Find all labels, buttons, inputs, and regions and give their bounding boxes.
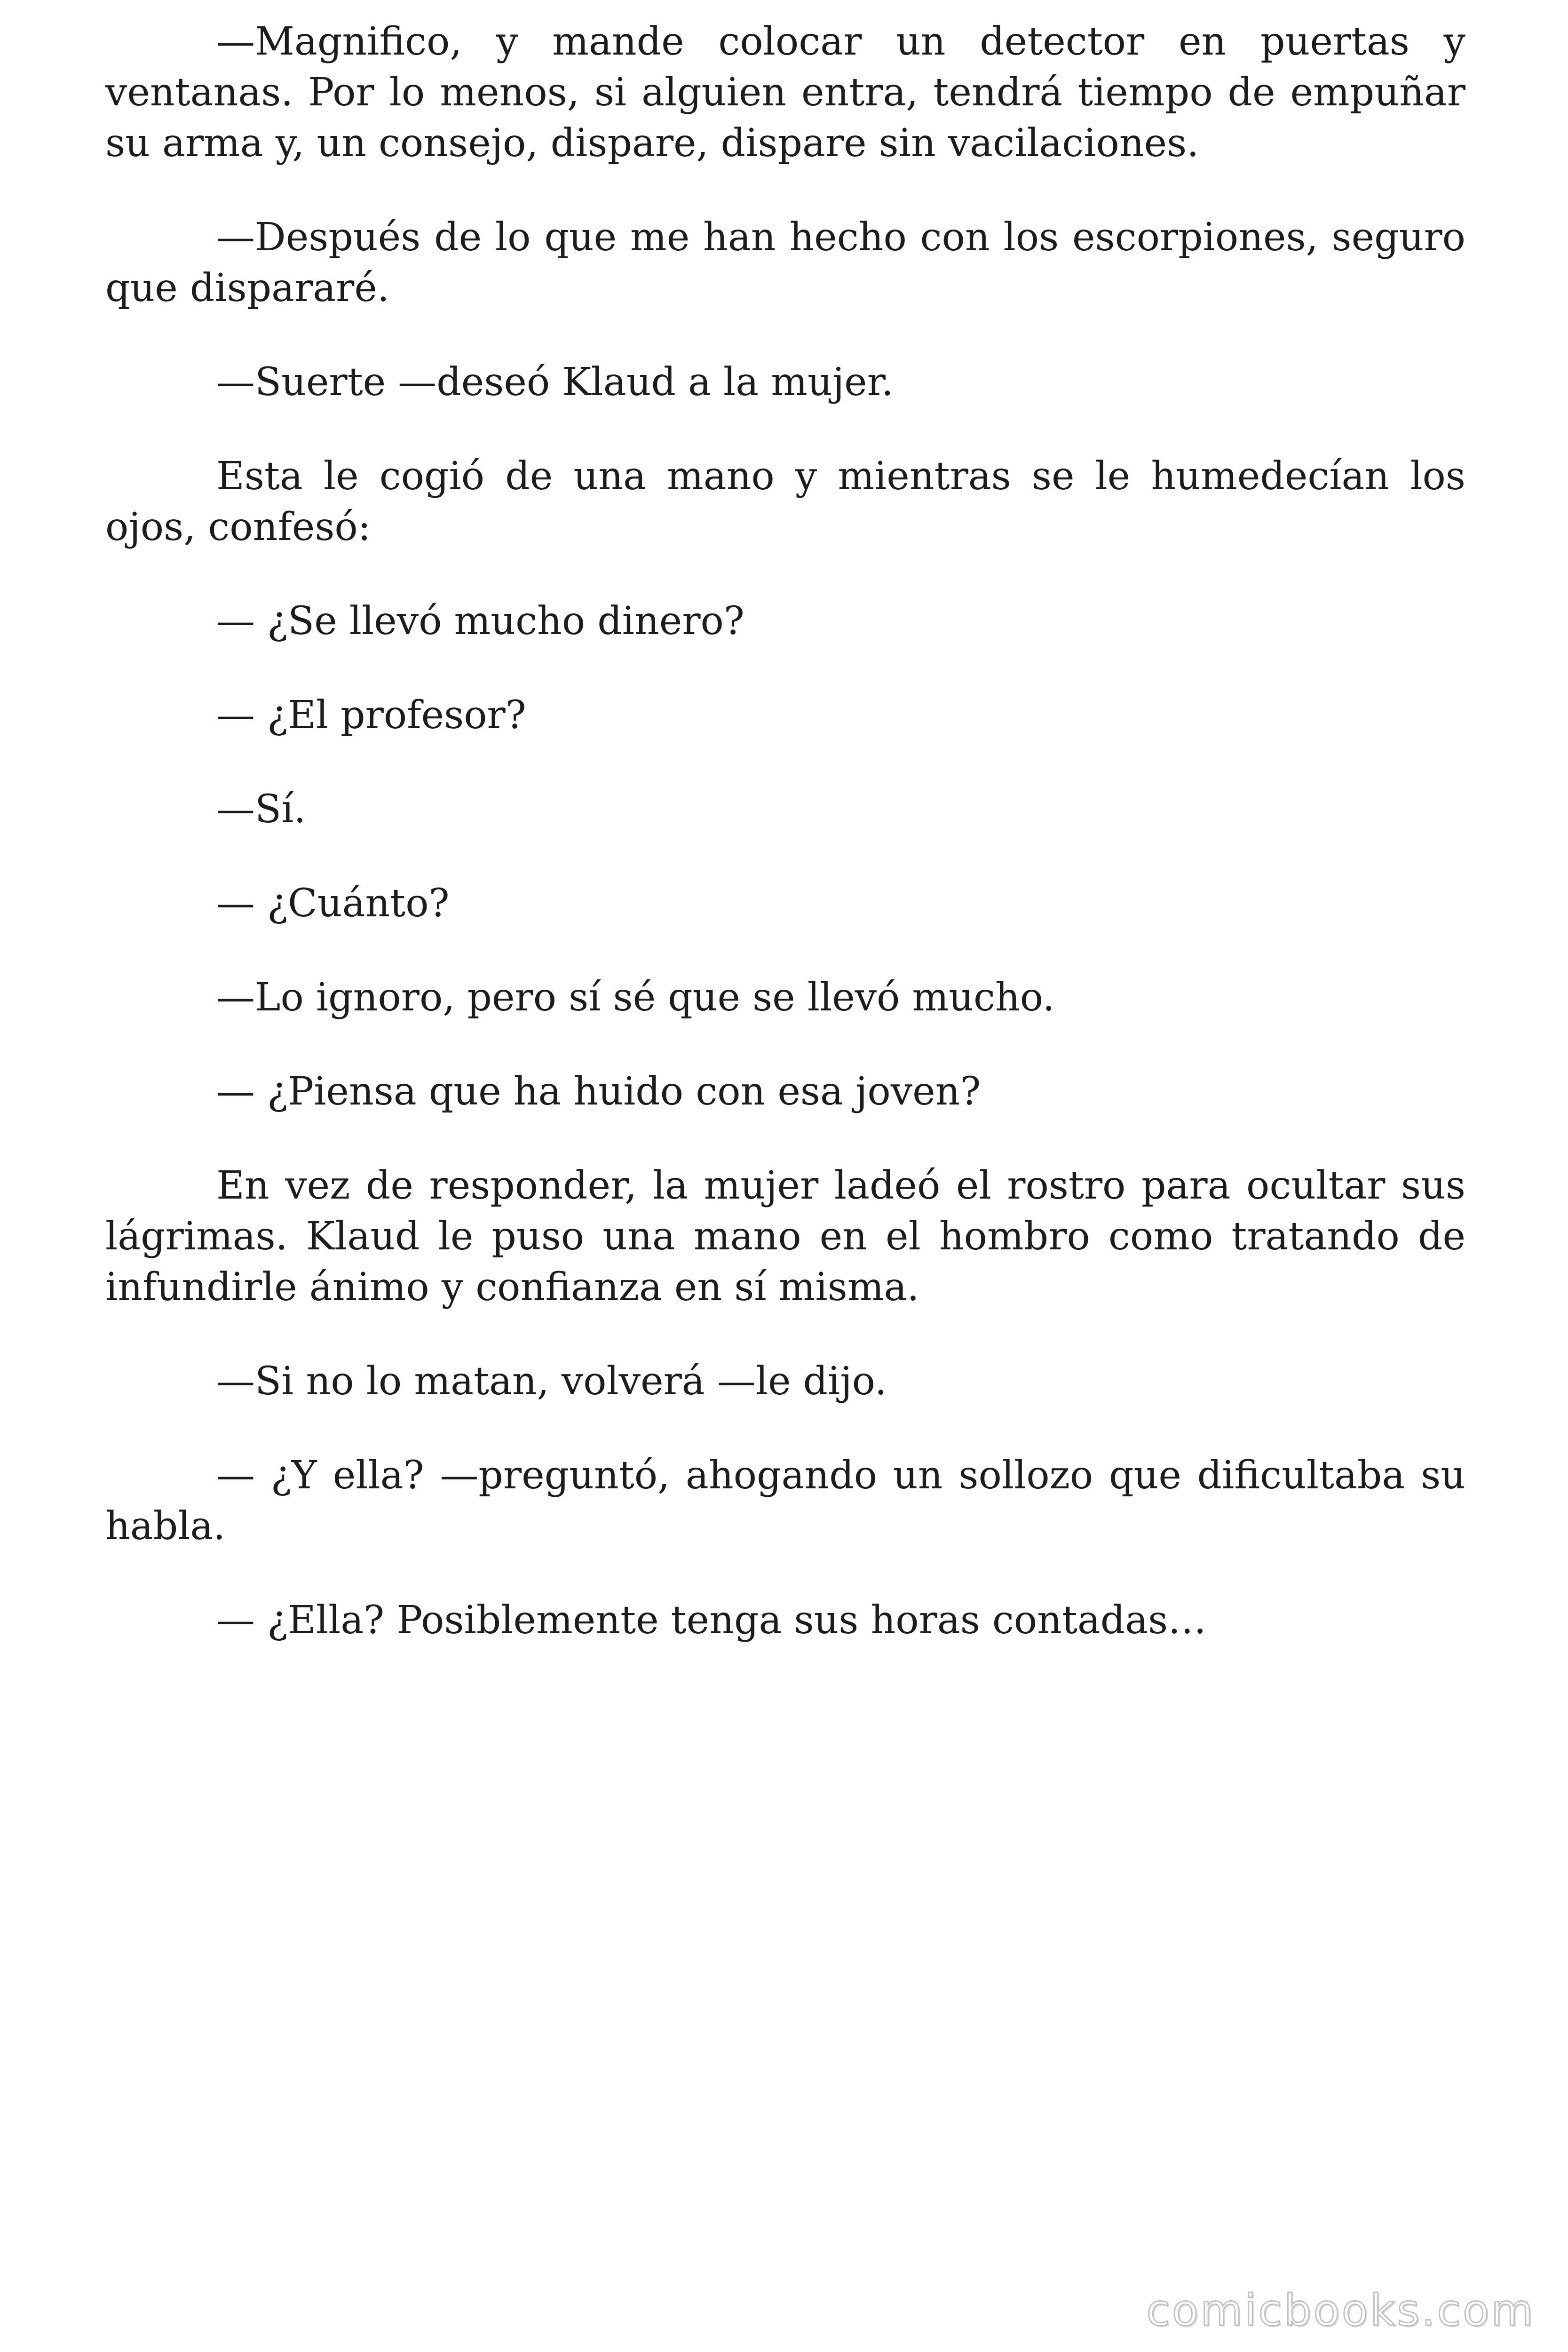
page-text — [105, 16, 1465, 1689]
paragraph: —Si no lo matan, volverá —le dijo. — [216, 1359, 887, 1404]
paragraph: — ¿Y ella? —preguntó, ahogando un sollozo que dificultaba su habla. — [105, 1453, 1465, 1549]
paragraph: —Sí. — [216, 787, 306, 832]
paragraph: En vez de responder, la mujer ladeó el rostro para ocultar sus lágrimas. Klaud le puso una mano en el hombro como tratando de infundirle ánimo y confianza en sí misma. — [105, 1163, 1465, 1310]
paragraph: — ¿Ella? Posiblemente tenga sus horas contadas… — [216, 1598, 1207, 1643]
paragraph: —Magnifico, y mande colocar un detector en puertas y ventanas. Por lo menos, si alguien entra, tendrá tiempo de empuñar su arma y, un consejo, dispare, dispare sin vacilaciones. — [105, 19, 1465, 166]
paragraph: — ¿Se llevó mucho dinero? — [216, 599, 744, 644]
paragraph: — ¿El profesor? — [216, 693, 526, 738]
paragraph: Esta le cogió de una mano y mientras se le humedecían los ojos, confesó: — [105, 454, 1465, 549]
paragraph: —Suerte —deseó Klaud a la mujer. — [216, 360, 894, 405]
watermark: comicbooks.com — [1146, 2285, 1535, 2336]
paragraph: — ¿Cuánto? — [216, 881, 450, 926]
paragraph: —Lo ignoro, pero sí sé que se llevó mucho. — [216, 975, 1055, 1020]
paragraph: — ¿Piensa que ha huido con esa joven? — [216, 1069, 981, 1114]
paragraph: —Después de lo que me han hecho con los escorpiones, seguro que dispararé. — [105, 215, 1465, 310]
